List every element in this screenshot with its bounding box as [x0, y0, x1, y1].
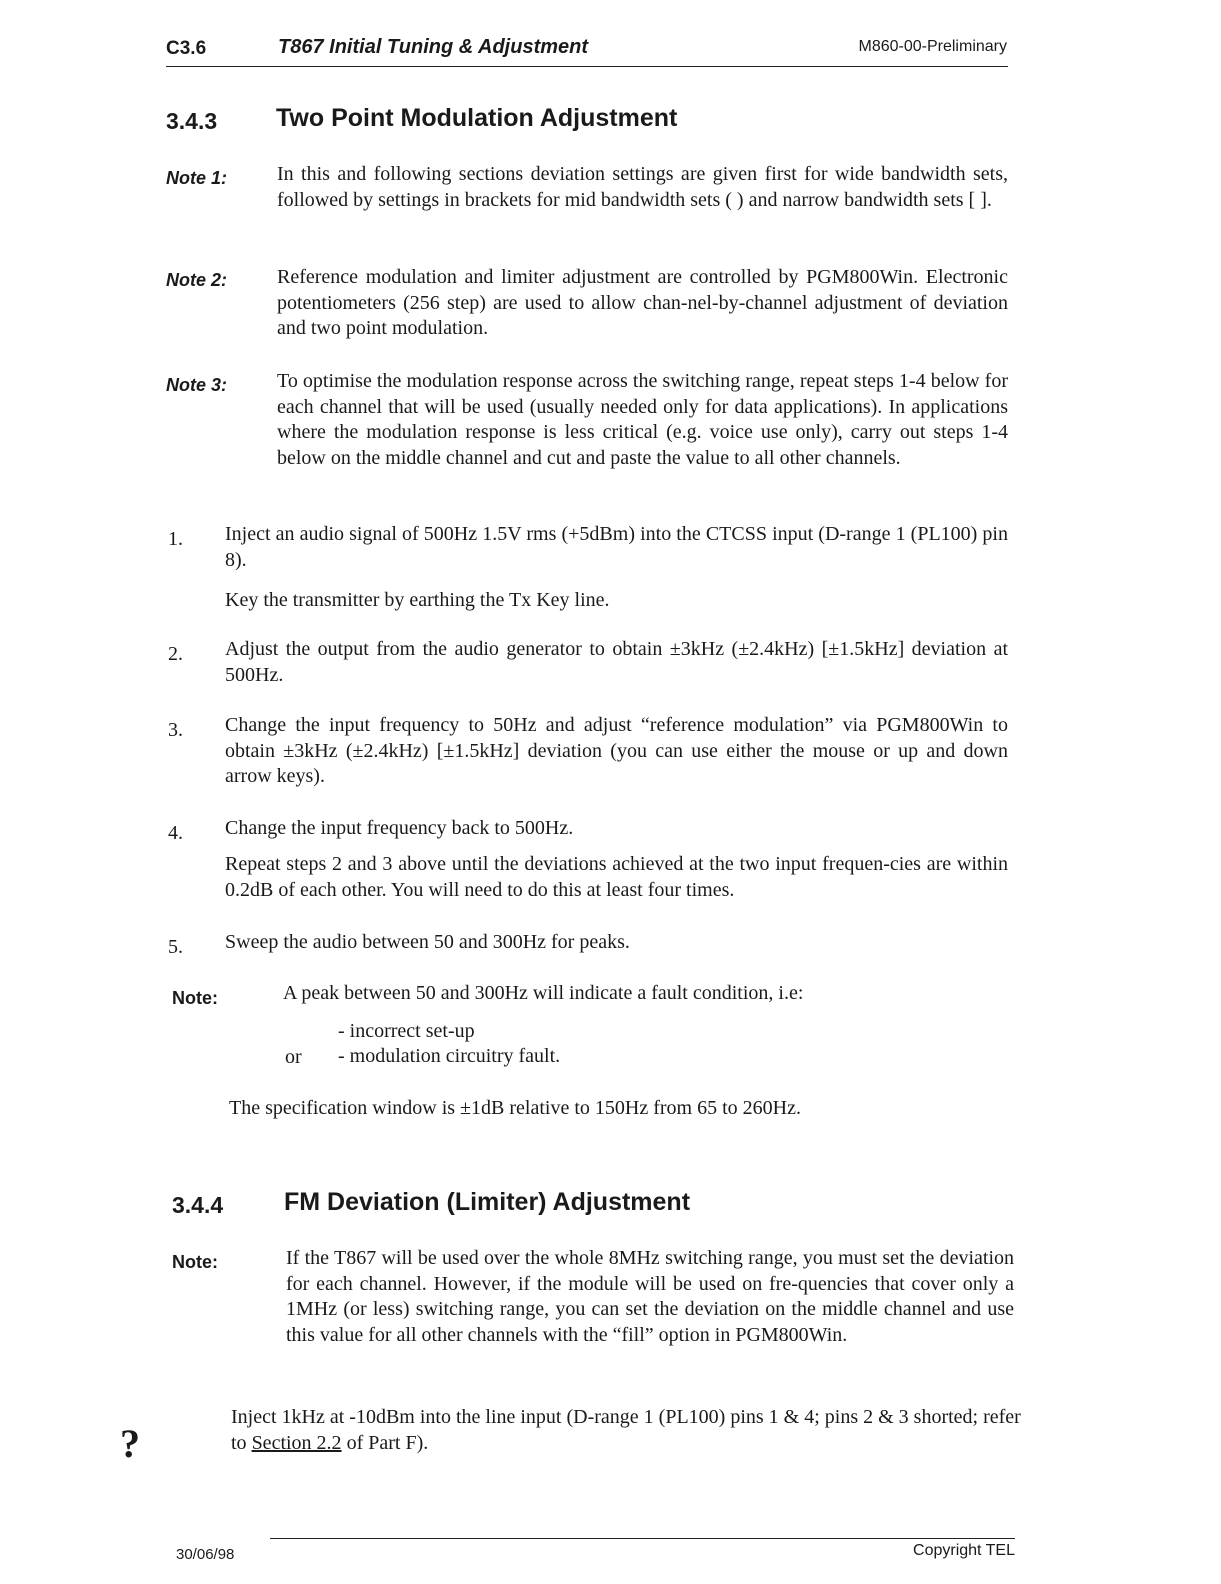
step-1-number: 1.: [168, 528, 183, 550]
note-3-label: Note 3:: [166, 375, 228, 395]
step-2-text: Adjust the output from the audio generator to obtain ±3kHz (±2.4kHz) [±1.5kHz] deviation at 500Hz.: [225, 638, 1008, 686]
step-1-text: Inject an audio signal of 500Hz 1.5V rms (+5dBm) into the CTCSS input (D-range 1 (PL100) pin 8).: [225, 523, 1008, 571]
fault-item-circuitry: - modulation circuitry fault.: [338, 1045, 561, 1067]
header-document-id: M860-00-Preliminary: [858, 38, 1007, 55]
step-4-extra: Repeat steps 2 and 3 above until the deviations achieved at the two input frequen-cies are within 0.2dB of each other. You will need to do this at least four times.: [225, 853, 1008, 901]
fault-or-label: or: [285, 1046, 302, 1068]
note-3-text: To optimise the modulation response across the switching range, repeat steps 1-4 below for each channel that will be used (usually needed only for data applications). In applications where the modulation response is less critical (e.g. voice use only), carry out steps 1-4 below on the middle channel and cut and paste the value to all other channels.: [277, 370, 1008, 469]
step-2-number: 2.: [168, 643, 183, 665]
section-344-number: 3.4.4: [172, 1192, 224, 1218]
section-343-title: Two Point Modulation Adjustment: [276, 104, 678, 132]
note-1-text: In this and following sections deviation settings are given first for wide bandwidth sets, followed by settings in brackets for mid bandwidth sets ( ) and narrow bandwidth sets [ ].: [277, 163, 1008, 211]
header-rule: [166, 66, 1008, 67]
note-text: A peak between 50 and 300Hz will indicate a fault condition, i.e:: [283, 982, 804, 1004]
step-1-extra: Key the transmitter by earthing the Tx Key line.: [225, 589, 610, 611]
fault-item-setup: - incorrect set-up: [338, 1020, 475, 1042]
step-4-number: 4.: [168, 822, 183, 844]
note-2-label: Note 2:: [166, 270, 228, 290]
footer-rule: [270, 1538, 1015, 1539]
note-label: Note:: [172, 988, 218, 1008]
step-3-number: 3.: [168, 719, 183, 741]
specification-window-text: The specification window is ±1dB relative to 150Hz from 65 to 260Hz.: [229, 1097, 801, 1119]
header-section-number: C3.6: [166, 38, 207, 59]
step-5-text: Sweep the audio between 50 and 300Hz for peaks.: [225, 931, 630, 953]
deviation-note-text: If the T867 will be used over the whole 8MHz switching range, you must set the deviation for each channel. However, if the module will be used on fre-quencies that cover only a 1MHz (or less) switching range, you can set the deviation on the middle channel and use this value for all other channels with the “fill” option in PGM800Win.: [286, 1247, 1014, 1346]
inject-line-input-text: [231, 1405, 1021, 1456]
step-5-number: 5.: [168, 936, 183, 958]
header-title: T867 Initial Tuning & Adjustment: [278, 36, 589, 58]
step-4-text: Change the input frequency back to 500Hz.: [225, 817, 574, 839]
section-2-2-link[interactable]: Section 2.2: [251, 1431, 342, 1454]
footer-copyright: Copyright TEL: [913, 1542, 1015, 1559]
inject-text-start: Inject 1kHz at -10dBm into the line input (D-range 1 (PL100) pins 1 & 4; pins 2 & 3 shorted; refer to: [231, 1406, 1021, 1454]
deviation-note-label: Note:: [172, 1252, 218, 1272]
section-343-number: 3.4.3: [166, 108, 218, 134]
note-2-text: Reference modulation and limiter adjustment are controlled by PGM800Win. Electronic potentiometers (256 step) are used to allow chan-nel-by-channel adjustment of deviation and two point modulation.: [277, 266, 1008, 339]
note-1-label: Note 1:: [166, 168, 228, 188]
margin-question-mark: ?: [120, 1421, 140, 1466]
section-344-title: FM Deviation (Limiter) Adjustment: [284, 1188, 691, 1216]
footer-date: 30/06/98: [176, 1546, 235, 1563]
inject-text-end: of Part F).: [341, 1431, 429, 1454]
step-3-text: Change the input frequency to 50Hz and adjust “reference modulation” via PGM800Win to obtain ±3kHz (±2.4kHz) [±1.5kHz] deviation (you can use either the mouse or up and down arrow keys).: [225, 714, 1008, 787]
